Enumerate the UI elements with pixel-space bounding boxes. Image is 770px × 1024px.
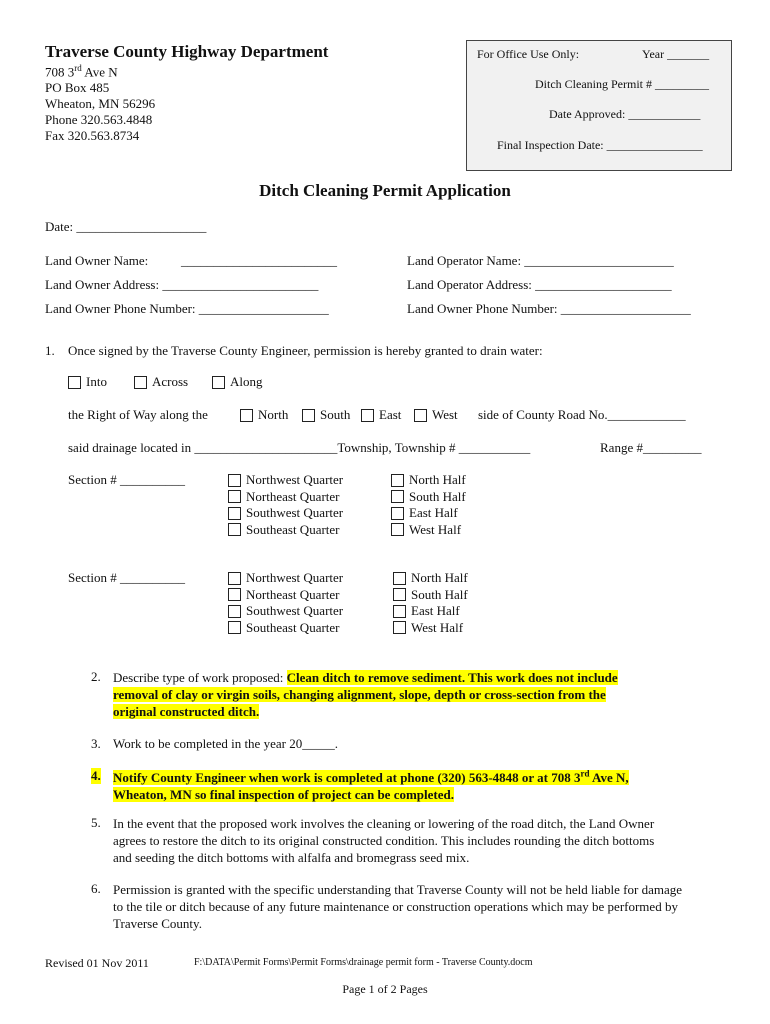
quarter-checkbox[interactable] bbox=[228, 572, 241, 585]
quarter-list-2 bbox=[228, 570, 343, 636]
range-field[interactable]: Range #_________ bbox=[600, 440, 702, 455]
phone-line: Phone 320.563.4848 bbox=[45, 112, 153, 127]
half-option[interactable] bbox=[391, 472, 466, 489]
quarter-label: Southwest Quarter bbox=[246, 603, 344, 618]
land-operator-phone-field[interactable]: Land Owner Phone Number: ____________________ bbox=[407, 301, 691, 316]
item-2-highlight-line-1: Clean ditch to remove sediment. This work does not include bbox=[286, 670, 618, 685]
half-checkbox[interactable] bbox=[391, 490, 404, 503]
quarter-label: Northwest Quarter bbox=[246, 472, 344, 487]
half-label: East Half bbox=[409, 505, 458, 520]
item-4-number: 4. bbox=[91, 768, 101, 783]
item-5-number: 5. bbox=[91, 815, 101, 830]
section-number-field-2[interactable]: Section # __________ bbox=[68, 570, 185, 585]
half-label: South Half bbox=[411, 586, 468, 602]
half-option[interactable] bbox=[391, 505, 466, 522]
fax-line: Fax 320.563.8734 bbox=[45, 128, 140, 143]
along-checkbox[interactable] bbox=[212, 376, 225, 389]
quarter-checkbox[interactable] bbox=[228, 474, 241, 487]
half-option[interactable] bbox=[393, 570, 468, 587]
direction-east[interactable] bbox=[361, 407, 401, 423]
half-option[interactable] bbox=[391, 522, 466, 539]
address-street: Ave N bbox=[81, 64, 118, 80]
quarter-label: Northeast Quarter bbox=[246, 488, 340, 504]
item-2-number: 2. bbox=[91, 669, 101, 684]
item-2-highlight-line-2: removal of clay or virgin soils, changing alignment, slope, depth or cross-section from the bbox=[113, 687, 606, 702]
quarter-label: Northeast Quarter bbox=[246, 586, 340, 602]
into-checkbox[interactable] bbox=[68, 376, 81, 389]
office-final-inspection-field[interactable]: Final Inspection Date: ________________ bbox=[497, 138, 703, 152]
item-4-line-1 bbox=[113, 770, 629, 785]
office-year-field[interactable]: Year _______ bbox=[642, 47, 710, 61]
quarter-option[interactable] bbox=[228, 587, 343, 604]
address-line bbox=[45, 63, 118, 80]
quarter-option[interactable] bbox=[228, 489, 343, 506]
item-4-superscript: rd bbox=[580, 769, 590, 779]
along-label: Along bbox=[230, 374, 263, 389]
quarter-option[interactable] bbox=[228, 620, 343, 637]
page-number: Page 1 of 2 Pages bbox=[342, 982, 428, 996]
drain-option-into[interactable] bbox=[68, 374, 107, 390]
half-checkbox[interactable] bbox=[391, 507, 404, 520]
file-path: F:\DATA\Permit Forms\Permit Forms\drainage permit form - Traverse County.docm bbox=[194, 957, 533, 968]
direction-north[interactable] bbox=[240, 407, 288, 423]
quarter-label: Northwest Quarter bbox=[246, 570, 344, 585]
half-checkbox[interactable] bbox=[393, 605, 406, 618]
item-4-line-1a: Notify County Engineer when work is completed at phone (320) 563-4848 or at 708 3 bbox=[113, 770, 581, 786]
drain-option-along[interactable] bbox=[212, 374, 263, 390]
half-option[interactable] bbox=[391, 489, 466, 506]
item-4-line-2: Wheaton, MN so final inspection of project can be completed. bbox=[113, 787, 454, 803]
item-4-block bbox=[113, 766, 629, 803]
half-label: West Half bbox=[411, 619, 464, 635]
east-label: East bbox=[379, 407, 402, 422]
quarter-label: Southwest Quarter bbox=[246, 505, 344, 520]
half-list-1 bbox=[391, 472, 466, 538]
quarter-checkbox[interactable] bbox=[228, 621, 241, 634]
half-list-2 bbox=[393, 570, 468, 636]
half-label: East Half bbox=[411, 603, 460, 618]
drain-option-across[interactable] bbox=[134, 374, 188, 390]
office-use-label: For Office Use Only: bbox=[477, 47, 580, 61]
land-operator-name-field[interactable]: Land Operator Name: _______________________ bbox=[407, 253, 674, 268]
quarter-checkbox[interactable] bbox=[228, 605, 241, 618]
land-owner-phone-field[interactable]: Land Owner Phone Number: ____________________ bbox=[45, 301, 329, 316]
quarter-checkbox[interactable] bbox=[228, 523, 241, 536]
date-field[interactable]: Date: ____________________ bbox=[45, 219, 207, 234]
item-3-number: 3. bbox=[91, 736, 101, 751]
land-owner-name-field[interactable]: ________________________ bbox=[181, 253, 337, 268]
office-permit-number-field[interactable]: Ditch Cleaning Permit # _________ bbox=[535, 77, 709, 91]
half-checkbox[interactable] bbox=[393, 572, 406, 585]
item-6-text: Permission is granted with the specific understanding that Traverse County will not be held liable for damage to the tile or ditch because of any future maintenance or construction operations which may be performed by Traverse County. bbox=[113, 882, 682, 931]
west-checkbox[interactable] bbox=[414, 409, 427, 422]
land-owner-address-field[interactable]: Land Owner Address: ________________________ bbox=[45, 277, 319, 292]
item-2-block bbox=[113, 669, 618, 720]
quarter-option[interactable] bbox=[228, 570, 343, 587]
half-option[interactable] bbox=[393, 620, 468, 637]
half-checkbox[interactable] bbox=[393, 588, 406, 601]
direction-west[interactable] bbox=[414, 407, 458, 423]
land-owner-name-label: Land Owner Name: bbox=[45, 253, 149, 268]
quarter-list-1 bbox=[228, 472, 343, 538]
revision-date: Revised 01 Nov 2011 bbox=[45, 956, 149, 970]
direction-south[interactable] bbox=[302, 407, 350, 423]
quarter-option[interactable] bbox=[228, 472, 343, 489]
across-checkbox[interactable] bbox=[134, 376, 147, 389]
right-of-way-label: the Right of Way along the bbox=[68, 407, 208, 422]
item-1-text: Once signed by the Traverse County Engineer, permission is hereby granted to drain water: bbox=[68, 343, 543, 358]
office-date-approved-field[interactable]: Date Approved: ____________ bbox=[549, 107, 701, 121]
across-label: Across bbox=[152, 374, 189, 389]
quarter-option[interactable] bbox=[228, 603, 343, 620]
item-6-number: 6. bbox=[91, 881, 101, 896]
half-label: West Half bbox=[409, 521, 462, 537]
east-checkbox[interactable] bbox=[361, 409, 374, 422]
quarter-label: Southeast Quarter bbox=[246, 521, 340, 537]
quarter-option[interactable] bbox=[228, 522, 343, 539]
half-label: South Half bbox=[409, 488, 466, 504]
north-label: North bbox=[258, 407, 289, 422]
quarter-checkbox[interactable] bbox=[228, 588, 241, 601]
half-option[interactable] bbox=[393, 587, 468, 604]
item-1-number: 1. bbox=[45, 343, 55, 358]
department-title: Traverse County Highway Department bbox=[45, 42, 329, 61]
quarter-label: Southeast Quarter bbox=[246, 619, 340, 635]
item-2-highlight-line-3: original constructed ditch. bbox=[113, 704, 260, 719]
section-number-field-1[interactable]: Section # __________ bbox=[68, 472, 185, 487]
city-line: Wheaton, MN 56296 bbox=[45, 96, 156, 111]
quarter-checkbox[interactable] bbox=[228, 507, 241, 520]
address-superscript: rd bbox=[74, 63, 82, 73]
item-4-line-1b: Ave N, bbox=[589, 770, 629, 786]
item-5-text: In the event that the proposed work involves the cleaning or lowering of the road ditch, the Land Owner agrees to restore the ditch to its original constructed condition. This includes rounding the ditch bottoms and seeding the ditch bottoms with alfalfa and bromegrass seed mix. bbox=[113, 816, 655, 865]
quarter-checkbox[interactable] bbox=[228, 490, 241, 503]
half-label: North Half bbox=[409, 472, 466, 487]
drainage-location-field[interactable]: said drainage located in ______________________Township, Township # ___________ bbox=[68, 440, 531, 455]
address-number: 708 3 bbox=[45, 64, 75, 80]
form-title: Ditch Cleaning Permit Application bbox=[259, 181, 511, 200]
half-checkbox[interactable] bbox=[391, 523, 404, 536]
half-label: North Half bbox=[411, 570, 468, 585]
office-use-box bbox=[466, 40, 732, 171]
county-road-field[interactable]: side of County Road No.____________ bbox=[478, 407, 686, 422]
west-label: West bbox=[432, 407, 458, 422]
land-operator-address-field[interactable]: Land Operator Address: _____________________ bbox=[407, 277, 672, 292]
item-2-lead: Describe type of work proposed: bbox=[113, 670, 287, 685]
po-box: PO Box 485 bbox=[45, 80, 110, 95]
half-checkbox[interactable] bbox=[391, 474, 404, 487]
item-3-text[interactable]: Work to be completed in the year 20_____. bbox=[113, 736, 338, 751]
half-checkbox[interactable] bbox=[393, 621, 406, 634]
north-checkbox[interactable] bbox=[240, 409, 253, 422]
south-label: South bbox=[320, 407, 351, 422]
south-checkbox[interactable] bbox=[302, 409, 315, 422]
into-label: Into bbox=[86, 374, 107, 389]
half-option[interactable] bbox=[393, 603, 468, 620]
quarter-option[interactable] bbox=[228, 505, 343, 522]
